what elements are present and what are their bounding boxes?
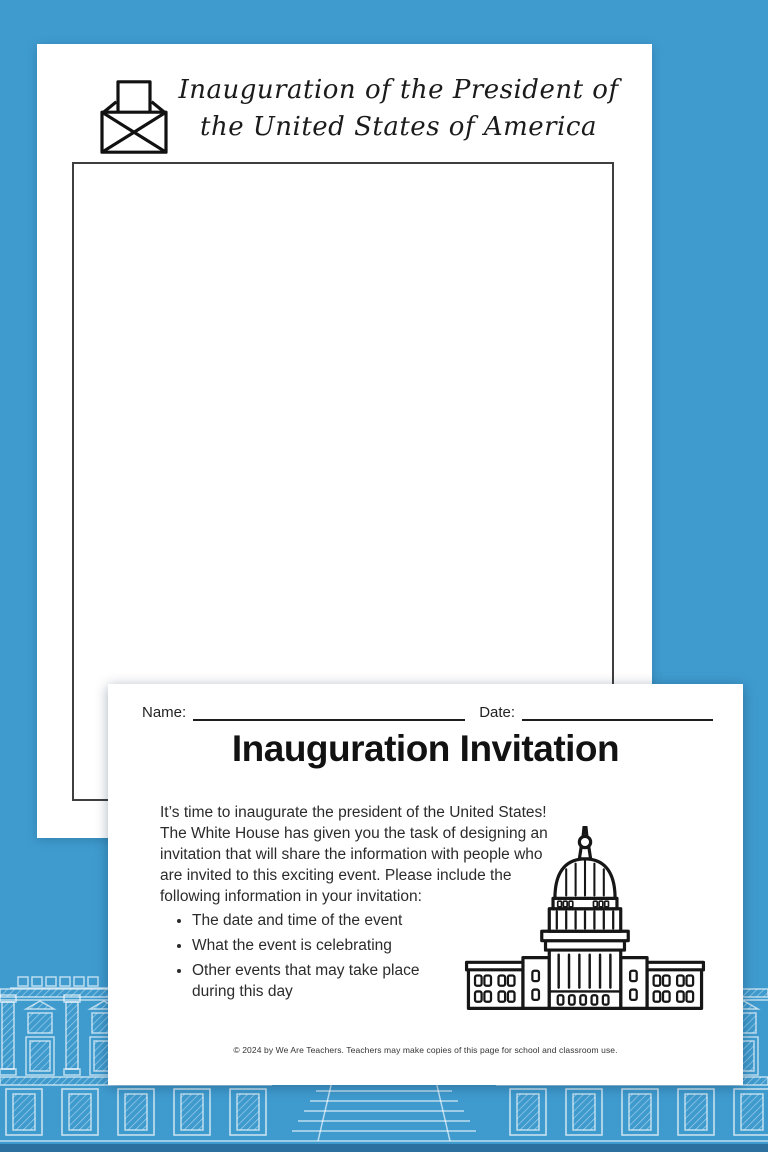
worksheet-page-front	[108, 684, 743, 1085]
worksheet-back-title	[167, 72, 630, 146]
date-line	[522, 704, 713, 721]
date-label: Date:	[479, 704, 516, 721]
name-date-row	[142, 704, 713, 721]
worksheet-back-title-line1: Inauguration of the President of	[178, 75, 619, 105]
bullet-item-3: • Other events that may take place during this day	[192, 960, 454, 1002]
name-line	[193, 704, 465, 721]
invitation-requirements-list	[160, 910, 454, 1002]
envelope-icon	[94, 76, 174, 158]
worksheet-front-title: Inauguration Invitation	[231, 728, 620, 769]
bullet-item-2: • What the event is celebrating	[192, 935, 454, 956]
bullet-item-1: • The date and time of the event	[192, 910, 454, 931]
name-label: Name:	[142, 704, 187, 721]
copyright-footer: © 2024 by We Are Teachers. Teachers may make copies of this page for school and classroom use.	[233, 1045, 618, 1055]
capitol-building-illustration	[462, 826, 708, 1014]
intro-paragraph: It’s time to inaugurate the president of the United States! The White House has given you the task of designing an invitation that will share the information with people who are invited to this exciting event. Please include the following information in your invitation:	[160, 804, 548, 905]
worksheet-back-title-line2: the United States of America	[200, 112, 597, 142]
